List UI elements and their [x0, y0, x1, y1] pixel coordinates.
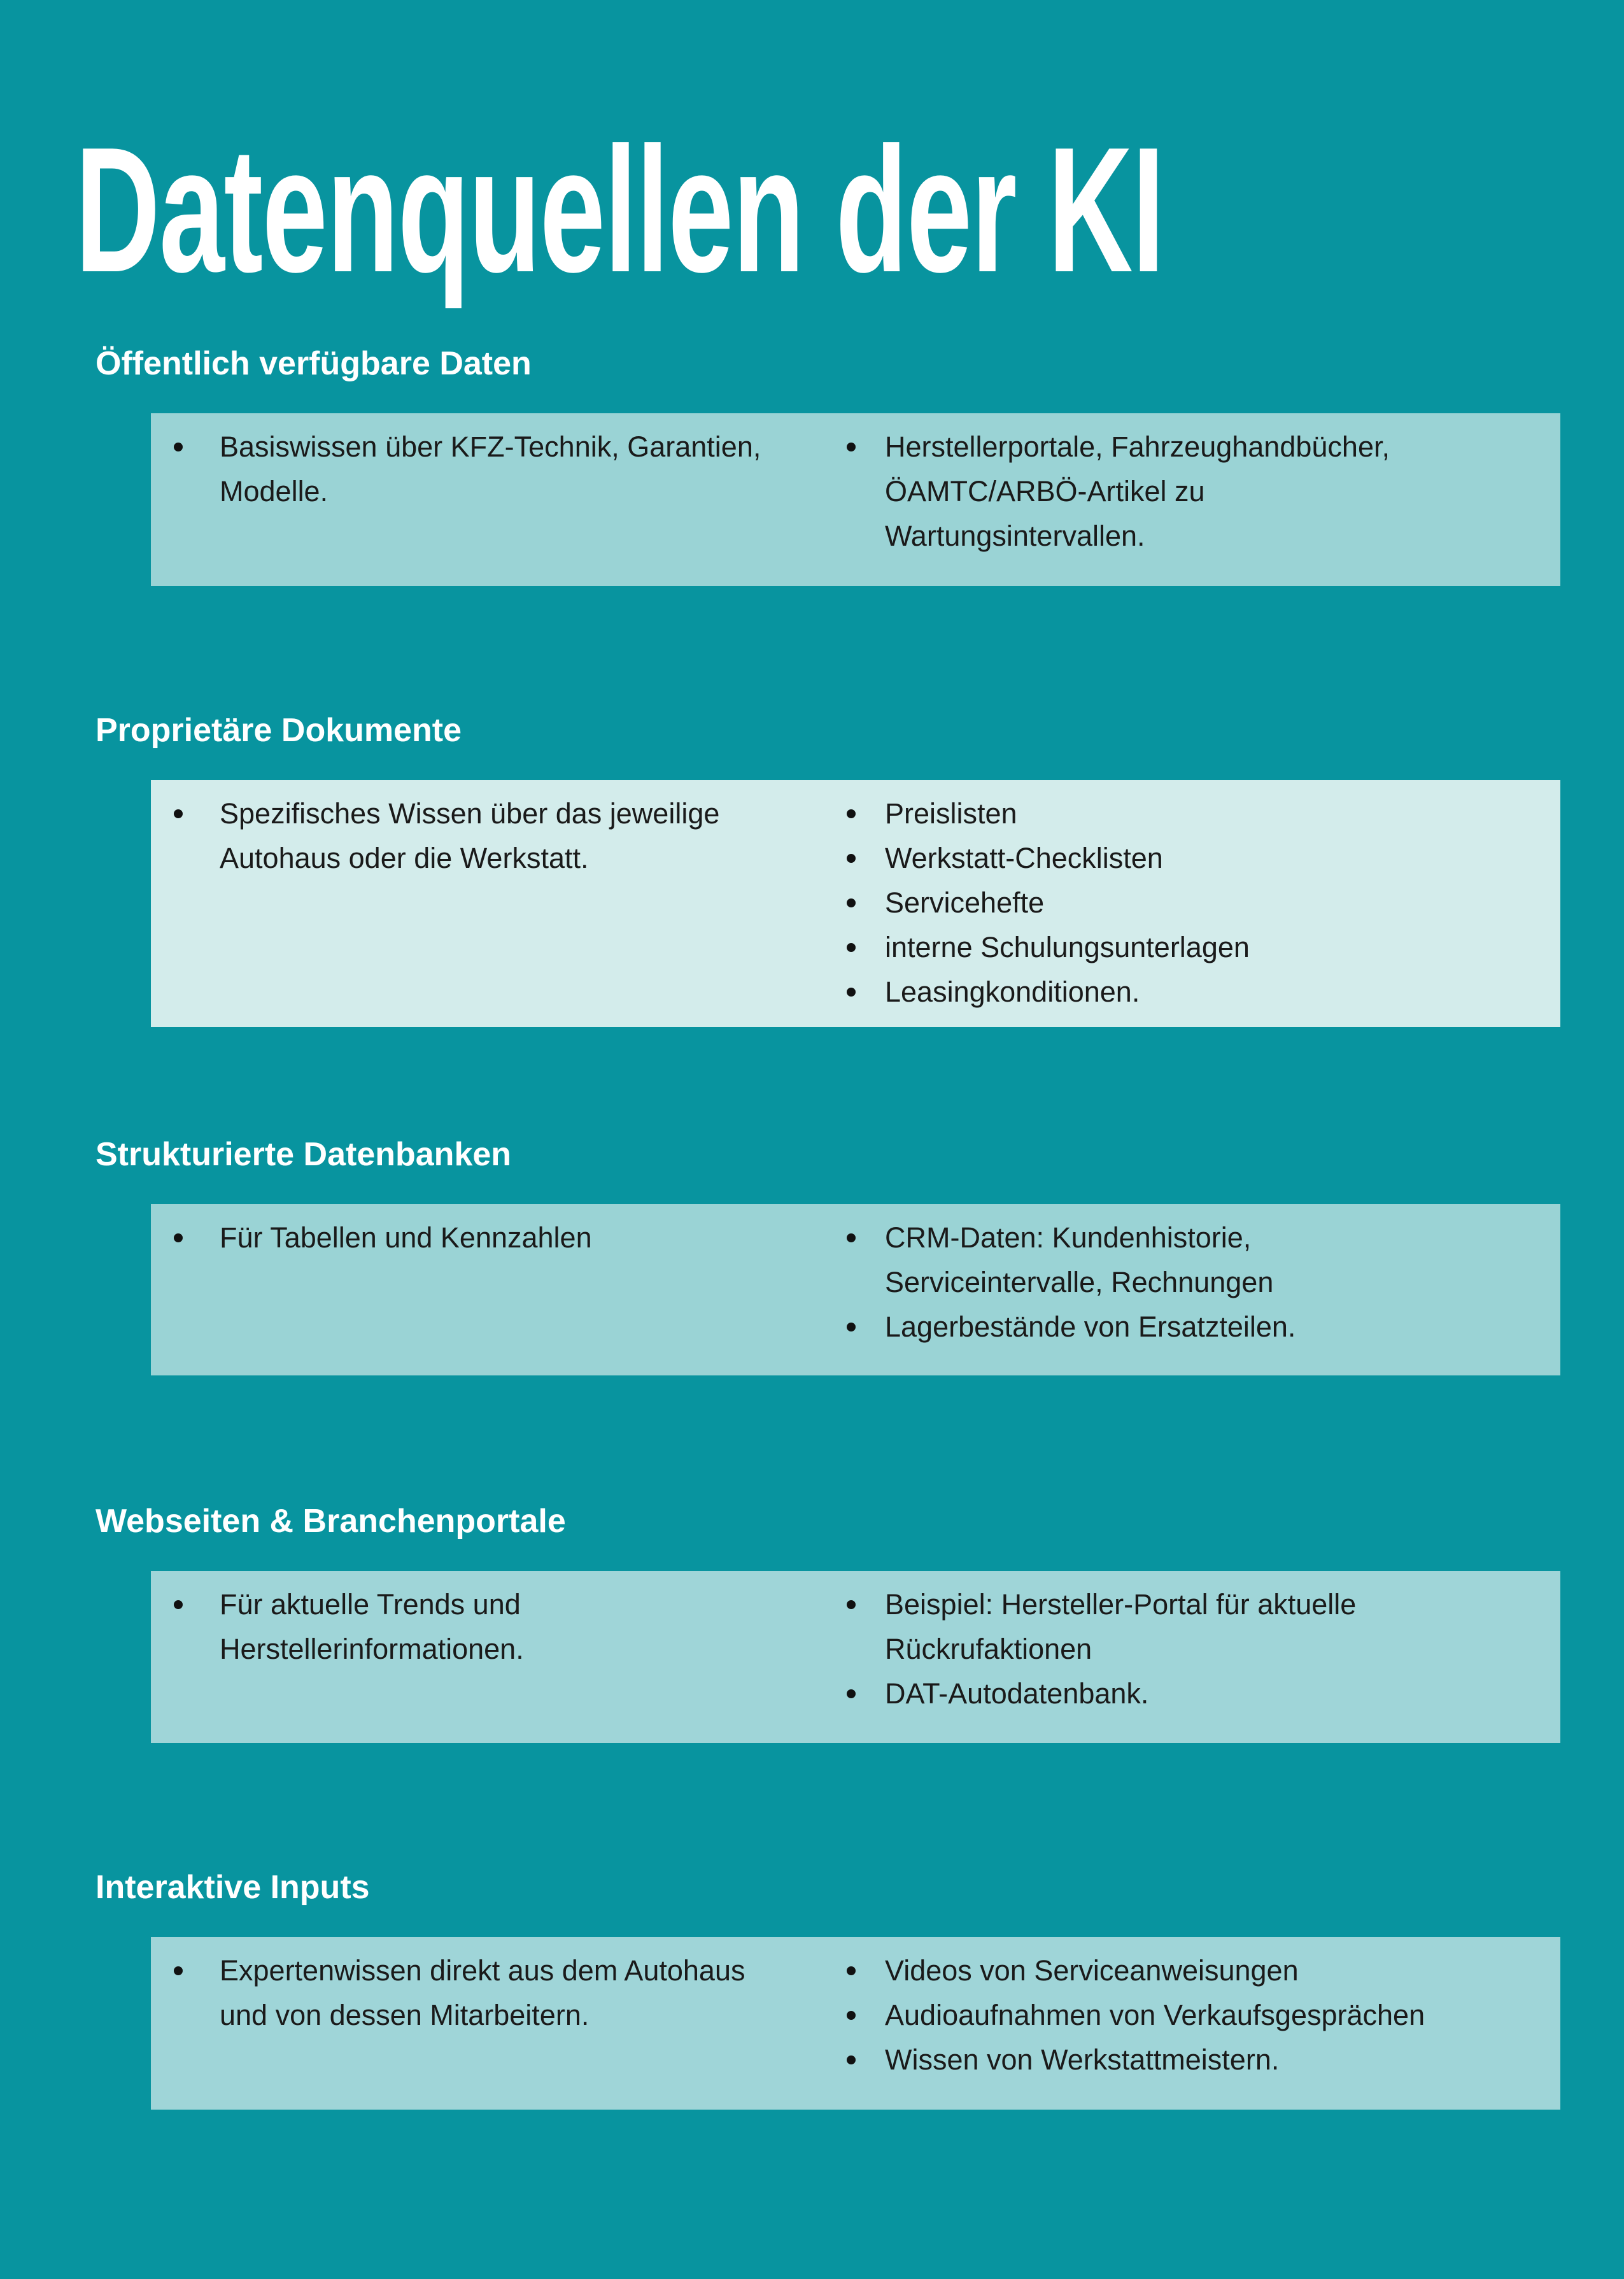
bullet-list-right	[847, 425, 1535, 558]
bullet-item: Preislisten	[847, 792, 1458, 836]
bullet-item: Servicehefte	[847, 881, 1458, 925]
section-box	[151, 413, 1560, 586]
section-title: Interaktive Inputs	[95, 1869, 370, 1906]
bullet-column-left	[151, 1216, 847, 1260]
bullet-list-right	[847, 792, 1535, 1014]
bullet-item: interne Schulungsunterlagen	[847, 925, 1458, 970]
bullet-list-left	[174, 1216, 847, 1260]
bullet-item: Beispiel: Hersteller-Portal für aktuelle Rückrufaktionen	[847, 1582, 1458, 1672]
bullet-item: Wissen von Werkstattmeistern.	[847, 2038, 1458, 2082]
bullet-column-left	[151, 1582, 847, 1672]
section-box-columns	[151, 425, 1535, 558]
bullet-list-right	[847, 1949, 1535, 2082]
bullet-column-right	[847, 1582, 1535, 1716]
section-box	[151, 1204, 1560, 1375]
bullet-item: Videos von Serviceanweisungen	[847, 1949, 1458, 1993]
section-box	[151, 780, 1560, 1027]
info-section	[0, 343, 1624, 586]
bullet-item: Lagerbestände von Ersatzteilen.	[847, 1305, 1458, 1349]
bullet-item: Spezifisches Wissen über das jeweilige Autohaus oder die Werkstatt.	[174, 792, 793, 881]
page-title: Datenquellen der KI	[75, 111, 1164, 309]
bullet-item: Audioaufnahmen von Verkaufsgesprächen	[847, 1993, 1458, 2038]
info-section	[0, 1866, 1624, 2110]
bullet-item: Herstellerportale, Fahrzeughandbücher, ÖAMTC/ARBÖ-Artikel zu Wartungsintervallen.	[847, 425, 1458, 558]
bullet-item: CRM-Daten: Kundenhistorie, Serviceintervalle, Rechnungen	[847, 1216, 1458, 1305]
bullet-column-right	[847, 425, 1535, 558]
bullet-column-left	[151, 425, 847, 514]
section-box-columns	[151, 1949, 1535, 2082]
bullet-list-right	[847, 1582, 1535, 1716]
section-box-columns	[151, 1582, 1535, 1716]
bullet-list-left	[174, 425, 847, 514]
bullet-list-left	[174, 1582, 847, 1672]
bullet-item: DAT-Autodatenbank.	[847, 1672, 1458, 1716]
info-section	[0, 709, 1624, 1027]
section-title: Proprietäre Dokumente	[95, 712, 462, 749]
section-box-columns	[151, 1216, 1535, 1349]
bullet-column-left	[151, 792, 847, 881]
bullet-item: Basiswissen über KFZ-Technik, Garantien, Modelle.	[174, 425, 793, 514]
section-box	[151, 1571, 1560, 1743]
bullet-column-left	[151, 1949, 847, 2038]
bullet-list-right	[847, 1216, 1535, 1349]
bullet-item: Leasingkonditionen.	[847, 970, 1458, 1014]
bullet-item: Für Tabellen und Kennzahlen	[174, 1216, 793, 1260]
bullet-list-left	[174, 792, 847, 881]
section-box	[151, 1937, 1560, 2110]
section-title: Öffentlich verfügbare Daten	[95, 345, 532, 382]
section-box-columns	[151, 792, 1535, 1014]
section-title: Strukturierte Datenbanken	[95, 1136, 512, 1173]
bullet-item: Werkstatt-Checklisten	[847, 836, 1458, 881]
section-title: Webseiten & Branchenportale	[95, 1503, 566, 1540]
bullet-column-right	[847, 792, 1535, 1014]
bullet-column-right	[847, 1216, 1535, 1349]
info-section	[0, 1133, 1624, 1375]
bullet-item: Für aktuelle Trends und Herstellerinformationen.	[174, 1582, 793, 1672]
bullet-item: Expertenwissen direkt aus dem Autohaus und von dessen Mitarbeitern.	[174, 1949, 793, 2038]
bullet-column-right	[847, 1949, 1535, 2082]
info-section	[0, 1500, 1624, 1743]
bullet-list-left	[174, 1949, 847, 2038]
